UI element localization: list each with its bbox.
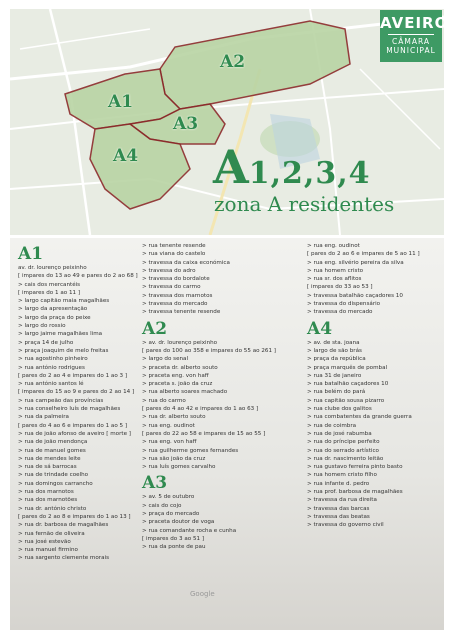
street-item: [ pares do 2 ao 4 e impares do 1 ao 3 ] (18, 372, 128, 379)
street-item: > rua conselheiro luís de magalhães (18, 406, 121, 413)
street-list-a3 (142, 493, 292, 551)
zone-label-a3: A3 (173, 114, 199, 134)
street-item: [ impares do 15 ao 9 e pares do 2 ao 14 ] (18, 389, 135, 396)
street-item: > rua belém do pará (307, 389, 366, 396)
street-item: > rua viana do castelo (142, 251, 206, 258)
street-item: > rua sargento clemente morais (18, 555, 109, 562)
street-item: > rua manuel firmino (18, 547, 78, 554)
street-item: > rua infante d. pedro (307, 480, 370, 487)
column-1 (18, 242, 148, 563)
street-item: > rua de coimbra (307, 422, 357, 429)
street-item: [ pares do 2 ao 6 e impares de 5 ao 11 ] (307, 251, 420, 258)
street-item: > rua são joão da cruz (142, 455, 206, 462)
street-item: > rua eng. von haff (142, 439, 197, 446)
street-item: > rua dos marnotos (18, 489, 74, 496)
street-item: > largo capitão maia magalhães (18, 298, 110, 305)
street-item: > largo do rossio (18, 323, 66, 330)
street-item: > rua de joão mendonça (18, 439, 88, 446)
title-numbers: 1,2,3,4 (248, 156, 371, 191)
street-item: > travessa do mercado (307, 309, 373, 316)
street-item: > largo de são brás (307, 347, 362, 354)
street-item: > rua de mendes leite (18, 455, 81, 462)
logo-line1: CÂMARA (391, 37, 430, 46)
street-item: > praça marquês de pombal (307, 364, 388, 371)
street-item: > rua de josé rabumba (307, 430, 372, 437)
street-item: > rua comandante rocha e cunha (142, 527, 237, 534)
street-item: > rua capitão sousa pizarro (307, 397, 385, 404)
street-item: > travessa do carmo (142, 284, 201, 291)
street-item: > rua combatentes da grande guerra (307, 414, 412, 421)
street-item: > rua sr. dos aflitos (307, 276, 362, 283)
street-list-a4 (307, 339, 442, 530)
page-subtitle: zona A residentes (214, 192, 395, 216)
page-title (213, 140, 371, 194)
street-item: > rua campeão das províncias (18, 397, 104, 404)
street-item: > rua dr. nascimento leitão (307, 455, 384, 462)
street-item: > rua da palmeira (18, 414, 69, 421)
section-title-a3: A3 (142, 473, 168, 494)
street-list-a1 (18, 264, 148, 563)
street-item: > rua de joão afonso de aveiro [ morte ] (18, 430, 131, 437)
street-item: > rua dr. barbosa de magalhães (18, 522, 109, 529)
street-item: [ pares do 2 ao 8 e impares do 1 ao 13 ] (18, 513, 131, 520)
street-list-a2 (142, 339, 292, 472)
street-item: > rua homem cristo (307, 267, 364, 274)
street-item: > travessa das barcas (307, 505, 370, 512)
street-item: > rua domingos carrancho (18, 480, 93, 487)
zone-label-a1: A1 (108, 92, 134, 112)
street-item: > rua da ponte de pau (142, 544, 206, 551)
street-item: > rua guilherme gomes fernandes (142, 447, 239, 454)
street-item: > rua eng. silvério pereira da silva (307, 259, 404, 266)
street-item: > rua do serrado artístico (307, 447, 379, 454)
section-title-a4: A4 (307, 318, 333, 339)
street-item: > praceta dr. alberto souto (142, 364, 218, 371)
street-item: > rua fernão de oliveira (18, 530, 85, 537)
street-item: > rua agostinho pinheiro (18, 356, 88, 363)
map-watermark: Google (190, 590, 215, 598)
street-item: > rua eng. oudinot (142, 422, 195, 429)
street-item: [ impares do 3 ao 51 ] (142, 535, 205, 542)
logo-line2: MUNICIPAL (386, 46, 436, 55)
street-item: > rua de manuel gomes (18, 447, 86, 454)
street-item: [ impares do 33 ao 53 ] (307, 284, 373, 291)
street-item: > travessa tenente resende (142, 309, 221, 316)
street-item: > praça do mercado (142, 511, 200, 518)
street-item: > rua prof. barbosa de magalhães (307, 489, 403, 496)
street-item: > travessa batalhão caçadores 10 (307, 292, 403, 299)
section-title-a1: A1 (18, 244, 44, 264)
zone-label-a2: A2 (220, 52, 246, 72)
street-item: > cais dos mercantéis (18, 281, 81, 288)
street-item: > largo da praça do peixe (18, 314, 91, 321)
street-item: > largo do senal (142, 356, 189, 363)
street-item: > praceta doutor de voga (142, 519, 215, 526)
column-3 (307, 242, 442, 530)
zone-label-a4: A4 (113, 146, 139, 166)
street-item: > largo da apresentação (18, 306, 88, 313)
street-item: [ pares do 4 ao 42 e impares do 1 ao 63 ] (142, 406, 259, 413)
street-item: > travessa dos marnotos (142, 292, 213, 299)
street-item: av. dr. lourenço peixinho (18, 265, 87, 271)
street-item: [ pares do 4 ao 6 e impares do 1 ao 5 ] (18, 422, 128, 429)
street-list-a1-continued (142, 242, 292, 317)
street-item: > travessa do mercado (142, 301, 208, 308)
column-2 (142, 242, 292, 552)
street-item: > travessa do adro (142, 267, 196, 274)
street-item: [ impares do 13 ao 49 e pares do 2 ao 68 ] (18, 273, 138, 280)
street-item: > rua 31 de janeiro (307, 372, 362, 379)
street-item: > praça da república (307, 356, 366, 363)
street-item: [ pares do 100 ao 358 e impares do 55 ao 261 ] (142, 347, 276, 354)
street-item: > rua tenente resende (142, 243, 206, 249)
street-item: > rua josé estevão (18, 538, 71, 545)
street-item: > av. dr. lourenço peixinho (142, 339, 218, 346)
street-item: > rua homem cristo filho (307, 472, 377, 479)
street-item: > rua clube dos galitos (307, 406, 372, 413)
street-item: > rua eng. oudinot (307, 243, 360, 249)
street-item: > travessa do governo civil (307, 522, 384, 529)
street-item: > rua de sá barrocas (18, 464, 77, 471)
camara-municipal-logo (380, 10, 449, 62)
street-item: > praça 14 de julho (18, 339, 74, 346)
street-item: > rua antónio santos lé (18, 381, 84, 388)
street-item: > rua do príncipe perfeito (307, 439, 380, 446)
logo-divider (388, 34, 434, 35)
street-item: > largo jaime magalhães lima (18, 331, 103, 338)
street-list-a3-continued (307, 242, 442, 317)
street-item: > cais do cojo (142, 502, 182, 509)
logo-name: AVEIRO (380, 14, 449, 32)
section-title-a2: A2 (142, 318, 168, 339)
street-item: > praça joaquim de melo freitas (18, 347, 109, 354)
street-item: [ pares do 22 ao 58 e impares de 15 ao 55 ] (142, 430, 266, 437)
street-item: > rua alberto soares machado (142, 389, 228, 396)
street-item: > praceta s. joão da cruz (142, 381, 213, 388)
street-item: > av. de sta. joana (307, 339, 360, 346)
street-lists (10, 238, 444, 630)
street-item: > travessa da rua direita (307, 497, 377, 504)
street-item: > rua gustavo ferreira pinto basto (307, 464, 403, 471)
street-item: > rua luís gomes carvalho (142, 464, 216, 471)
title-letter: A (213, 140, 249, 194)
street-item: > rua dr. alberto souto (142, 414, 206, 421)
street-item: > rua antónio rodrigues (18, 364, 85, 371)
street-item: > rua batalhão caçadores 10 (307, 381, 389, 388)
street-item: > travessa das beatas (307, 513, 370, 520)
street-item: [ impares do 1 ao 11 ] (18, 289, 81, 296)
street-item: > rua do carmo (142, 397, 186, 404)
street-item: > rua dr. antónio christo (18, 505, 87, 512)
street-item: > travessa do bordalote (142, 276, 210, 283)
street-item: > av. 5 de outubro (142, 494, 195, 501)
street-item: > rua dos marnotões (18, 497, 78, 504)
street-item: > praceta eng. von haff (142, 372, 209, 379)
street-item: > travessa do dispensário (307, 301, 381, 308)
street-item: > rua de trindade coelho (18, 472, 89, 479)
street-item: > travessa da caixa económica (142, 259, 230, 266)
